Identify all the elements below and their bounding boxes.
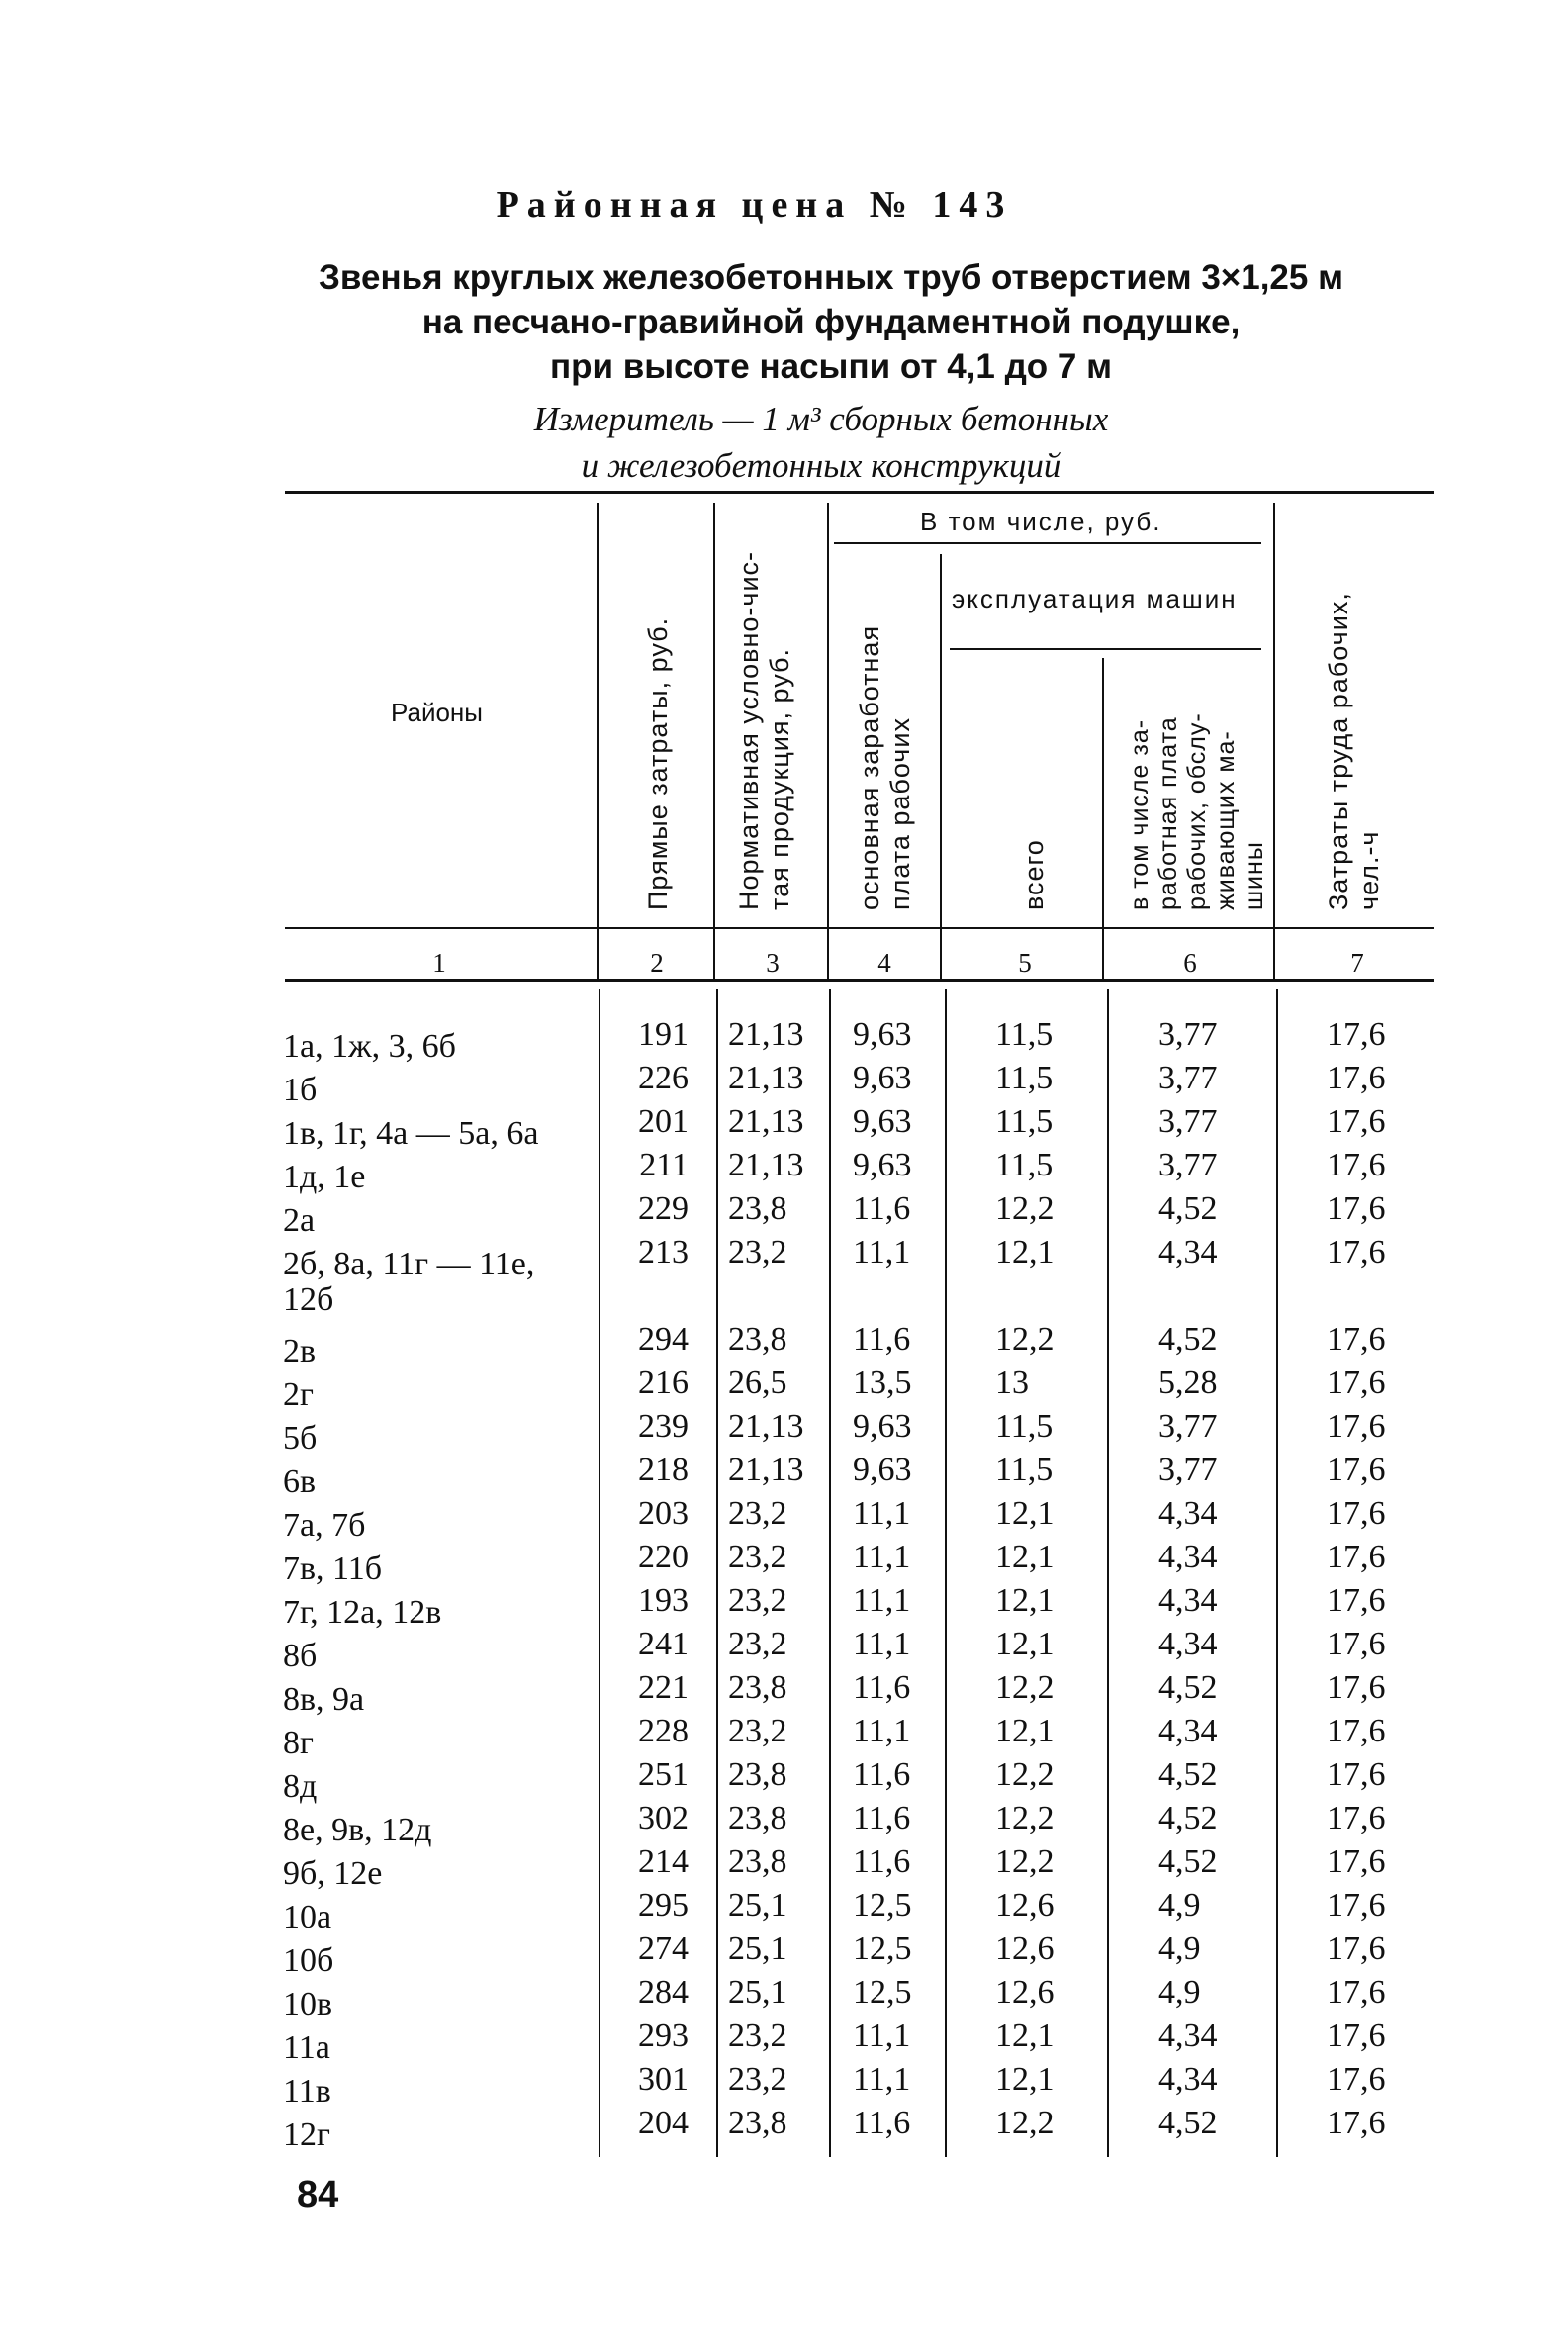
machines-total-cell: 11,5 xyxy=(995,1408,1054,1445)
header-labor: Затраты труда рабочих, чел.-ч xyxy=(1324,592,1384,910)
region-cell: 8г xyxy=(283,1725,314,1761)
machines-total-cell: 12,2 xyxy=(995,1190,1055,1227)
direct-costs-cell: 284 xyxy=(638,1974,689,2011)
normative-cell: 21,13 xyxy=(728,1103,804,1140)
wages-cell: 12,5 xyxy=(853,1974,912,2011)
table-row xyxy=(0,1013,1568,1065)
machine-wages-cell: 5,28 xyxy=(1158,1364,1218,1401)
machines-total-cell: 12,2 xyxy=(995,1843,1055,1880)
wages-cell: 11,6 xyxy=(853,2105,911,2141)
wages-cell: 12,5 xyxy=(853,1930,912,1967)
normative-cell: 23,8 xyxy=(728,2105,787,2141)
normative-cell: 23,2 xyxy=(728,1626,787,1662)
header-regions: Районы xyxy=(391,698,483,727)
machines-total-cell: 11,5 xyxy=(995,1016,1054,1053)
normative-cell: 21,13 xyxy=(728,1408,804,1445)
measure-unit xyxy=(415,396,1227,489)
colnum-1: 1 xyxy=(432,948,446,978)
wages-cell: 9,63 xyxy=(853,1103,912,1140)
labor-cell: 17,6 xyxy=(1327,2018,1386,2054)
machine-wages-cell: 4,52 xyxy=(1158,1669,1218,1706)
labor-cell: 17,6 xyxy=(1327,1582,1386,1619)
machine-wages-cell: 4,34 xyxy=(1158,2018,1218,2054)
direct-costs-cell: 302 xyxy=(638,1800,689,1836)
labor-cell: 17,6 xyxy=(1327,1060,1386,1096)
machines-total-cell: 12,1 xyxy=(995,1234,1055,1270)
labor-cell: 17,6 xyxy=(1327,1190,1386,1227)
region-cell: 1в, 1г, 4а — 5а, 6а xyxy=(283,1115,539,1152)
measure-line-1: Измеритель — 1 м³ сборных бетонных xyxy=(533,400,1109,438)
normative-cell: 25,1 xyxy=(728,1887,787,1924)
machine-wages-cell: 3,77 xyxy=(1158,1103,1218,1140)
machine-wages-cell: 3,77 xyxy=(1158,1060,1218,1096)
region-cell: 12г xyxy=(283,2116,330,2153)
labor-cell: 17,6 xyxy=(1327,1626,1386,1662)
wages-cell: 11,1 xyxy=(853,1495,911,1532)
wages-cell: 11,1 xyxy=(853,1234,911,1270)
direct-costs-cell: 241 xyxy=(638,1626,689,1662)
labor-cell: 17,6 xyxy=(1327,1974,1386,2011)
labor-cell: 17,6 xyxy=(1327,1234,1386,1270)
wages-cell: 11,1 xyxy=(853,1626,911,1662)
colnum-5: 5 xyxy=(1018,948,1032,978)
region-cell: 1а, 1ж, 3, 6б xyxy=(283,1028,456,1065)
table-row xyxy=(0,1405,1568,1457)
normative-cell: 21,13 xyxy=(728,1060,804,1096)
region-cell: 7а, 7б xyxy=(283,1507,366,1544)
subtitle-line-2: на песчано-гравийной фундаментной подушке, xyxy=(421,303,1241,341)
region-cell: 5б xyxy=(283,1420,318,1457)
wages-cell: 9,63 xyxy=(853,1016,912,1053)
labor-cell: 17,6 xyxy=(1327,1756,1386,1793)
wages-cell: 9,63 xyxy=(853,1147,912,1183)
table-row xyxy=(0,1971,1568,2022)
machines-total-cell: 12,6 xyxy=(995,1887,1055,1924)
table-row xyxy=(0,1100,1568,1152)
table-top-rule xyxy=(285,491,1434,494)
region-cell: 10в xyxy=(283,1986,333,2022)
labor-cell: 17,6 xyxy=(1327,1408,1386,1445)
machine-wages-cell: 3,77 xyxy=(1158,1408,1218,1445)
header-wages: основная заработная плата рабочих xyxy=(855,624,915,910)
direct-costs-cell: 274 xyxy=(638,1930,689,1967)
wages-cell: 11,1 xyxy=(853,1582,911,1619)
normative-cell: 23,2 xyxy=(728,1234,787,1270)
region-cell: 1б xyxy=(283,1072,318,1108)
direct-costs-cell: 218 xyxy=(638,1452,689,1488)
colnum-bottom-rule xyxy=(285,979,1434,982)
direct-costs-cell: 213 xyxy=(638,1234,689,1270)
machines-total-cell: 12,1 xyxy=(995,1495,1055,1532)
table-row xyxy=(0,1362,1568,1413)
header-vline-1 xyxy=(597,503,599,980)
machine-wages-cell: 4,34 xyxy=(1158,1713,1218,1749)
machine-wages-cell: 4,52 xyxy=(1158,2105,1218,2141)
direct-costs-cell: 204 xyxy=(638,2105,689,2141)
normative-cell: 23,8 xyxy=(728,1843,787,1880)
machine-wages-cell: 4,34 xyxy=(1158,1495,1218,1532)
direct-costs-cell: 239 xyxy=(638,1408,689,1445)
machine-wages-cell: 3,77 xyxy=(1158,1452,1218,1488)
labor-cell: 17,6 xyxy=(1327,1930,1386,1967)
region-cell: 7г, 12а, 12в xyxy=(283,1594,442,1631)
normative-cell: 25,1 xyxy=(728,1930,787,1967)
machine-wages-cell: 3,77 xyxy=(1158,1016,1218,1053)
region-cell: 11в xyxy=(283,2073,331,2110)
colnum-6: 6 xyxy=(1183,948,1197,978)
direct-costs-cell: 228 xyxy=(638,1713,689,1749)
machines-total-cell: 12,2 xyxy=(995,1669,1055,1706)
machine-wages-cell: 4,52 xyxy=(1158,1800,1218,1836)
wages-cell: 11,6 xyxy=(853,1843,911,1880)
region-cell: 8д xyxy=(283,1768,318,1805)
region-cell: 6в xyxy=(283,1463,317,1500)
header-vline-4 xyxy=(940,554,942,980)
direct-costs-cell: 301 xyxy=(638,2061,689,2098)
page-title: Районная цена № 143 xyxy=(496,184,1013,226)
wages-cell: 11,6 xyxy=(853,1756,911,1793)
machines-total-cell: 12,2 xyxy=(995,2105,1055,2141)
normative-cell: 23,8 xyxy=(728,1669,787,1706)
machine-wages-cell: 4,52 xyxy=(1158,1843,1218,1880)
region-cell: 2а xyxy=(283,1202,316,1239)
header-direct-costs: Прямые затраты, руб. xyxy=(643,616,673,910)
machine-wages-cell: 4,52 xyxy=(1158,1190,1218,1227)
wages-cell: 11,6 xyxy=(853,1669,911,1706)
table-subtitle xyxy=(297,255,1365,389)
machine-wages-cell: 4,52 xyxy=(1158,1321,1218,1358)
direct-costs-cell: 191 xyxy=(638,1016,689,1053)
labor-cell: 17,6 xyxy=(1327,1321,1386,1358)
table-row xyxy=(0,1318,1568,1369)
normative-cell: 23,8 xyxy=(728,1800,787,1836)
machines-total-cell: 12,6 xyxy=(995,1974,1055,2011)
table-row xyxy=(0,1536,1568,1587)
table-row xyxy=(0,1840,1568,1892)
machine-wages-cell: 3,77 xyxy=(1158,1147,1218,1183)
machines-total-cell: 12,1 xyxy=(995,1626,1055,1662)
page-number: 84 xyxy=(297,2174,339,2215)
direct-costs-cell: 295 xyxy=(638,1887,689,1924)
region-cell: 8в, 9а xyxy=(283,1681,365,1718)
table-row xyxy=(0,1492,1568,1544)
labor-cell: 17,6 xyxy=(1327,1713,1386,1749)
direct-costs-cell: 251 xyxy=(638,1756,689,1793)
labor-cell: 17,6 xyxy=(1327,1495,1386,1532)
direct-costs-cell: 294 xyxy=(638,1321,689,1358)
machines-rule xyxy=(950,648,1261,650)
wages-cell: 9,63 xyxy=(853,1452,912,1488)
machines-total-cell: 12,2 xyxy=(995,1756,1055,1793)
wages-cell: 11,6 xyxy=(853,1190,911,1227)
machine-wages-cell: 4,34 xyxy=(1158,1582,1218,1619)
table-row xyxy=(0,1579,1568,1631)
labor-cell: 17,6 xyxy=(1327,1147,1386,1183)
machines-total-cell: 12,1 xyxy=(995,2061,1055,2098)
colnum-7: 7 xyxy=(1350,948,1364,978)
colnum-4: 4 xyxy=(877,948,891,978)
labor-cell: 17,6 xyxy=(1327,1669,1386,1706)
subtitle-line-3: при высоте насыпи от 4,1 до 7 м xyxy=(550,347,1112,386)
table-row xyxy=(0,1449,1568,1500)
normative-cell: 23,8 xyxy=(728,1190,787,1227)
normative-cell: 23,2 xyxy=(728,2061,787,2098)
wages-cell: 11,6 xyxy=(853,1321,911,1358)
normative-cell: 21,13 xyxy=(728,1016,804,1053)
wages-cell: 9,63 xyxy=(853,1060,912,1096)
direct-costs-cell: 216 xyxy=(638,1364,689,1401)
direct-costs-cell: 193 xyxy=(638,1582,689,1619)
normative-cell: 21,13 xyxy=(728,1452,804,1488)
header-vline-3 xyxy=(827,503,829,980)
header-vline-5 xyxy=(1102,658,1104,980)
wages-cell: 13,5 xyxy=(853,1364,912,1401)
machines-total-cell: 12,2 xyxy=(995,1321,1055,1358)
machines-total-cell: 12,6 xyxy=(995,1930,1055,1967)
machine-wages-cell: 4,9 xyxy=(1158,1930,1201,1967)
region-cell: 7в, 11б xyxy=(283,1551,383,1587)
header-machine-wages: в том числе за- работная плата рабочих, обслу- живающих ма- шины xyxy=(1126,712,1268,910)
table-row xyxy=(0,1884,1568,1935)
direct-costs-cell: 211 xyxy=(639,1147,689,1183)
direct-costs-cell: 214 xyxy=(638,1843,689,1880)
table-row xyxy=(0,1753,1568,1805)
machines-total-cell: 12,1 xyxy=(995,1582,1055,1619)
machine-wages-cell: 4,9 xyxy=(1158,1974,1201,2011)
labor-cell: 17,6 xyxy=(1327,1364,1386,1401)
region-cell-continued: 12б xyxy=(283,1281,334,1318)
table-row xyxy=(0,1144,1568,1195)
region-cell: 11а xyxy=(283,2029,330,2066)
normative-cell: 25,1 xyxy=(728,1974,787,2011)
normative-cell: 23,8 xyxy=(728,1756,787,1793)
direct-costs-cell: 293 xyxy=(638,2018,689,2054)
labor-cell: 17,6 xyxy=(1327,1887,1386,1924)
table-row xyxy=(0,1928,1568,1979)
table-row xyxy=(0,2015,1568,2066)
machine-wages-cell: 4,34 xyxy=(1158,2061,1218,2098)
table-row xyxy=(0,1187,1568,1239)
normative-cell: 23,2 xyxy=(728,1713,787,1749)
table-row xyxy=(0,1666,1568,1718)
direct-costs-cell: 220 xyxy=(638,1539,689,1575)
region-cell: 10б xyxy=(283,1942,334,1979)
machines-total-cell: 11,5 xyxy=(995,1147,1054,1183)
labor-cell: 17,6 xyxy=(1327,1539,1386,1575)
region-cell: 2в xyxy=(283,1333,317,1369)
table-row xyxy=(0,2102,1568,2153)
normative-cell: 23,2 xyxy=(728,1539,787,1575)
machines-total-cell: 12,2 xyxy=(995,1800,1055,1836)
region-cell: 8б xyxy=(283,1638,318,1674)
labor-cell: 17,6 xyxy=(1327,1452,1386,1488)
table-row xyxy=(0,1057,1568,1108)
labor-cell: 17,6 xyxy=(1327,1843,1386,1880)
wages-cell: 11,6 xyxy=(853,1800,911,1836)
direct-costs-cell: 201 xyxy=(638,1103,689,1140)
wages-cell: 11,1 xyxy=(853,1713,911,1749)
region-cell: 1д, 1е xyxy=(283,1159,366,1195)
header-normative: Нормативная условно-чис- тая продукция, руб. xyxy=(734,550,794,910)
wages-cell: 11,1 xyxy=(853,2018,911,2054)
table-row xyxy=(0,1797,1568,1848)
header-including: В том числе, руб. xyxy=(920,507,1162,536)
wages-cell: 11,1 xyxy=(853,1539,911,1575)
labor-cell: 17,6 xyxy=(1327,1800,1386,1836)
header-total: всего xyxy=(1019,839,1049,910)
labor-cell: 17,6 xyxy=(1327,2061,1386,2098)
machines-total-cell: 12,1 xyxy=(995,1539,1055,1575)
subtitle-line-1: Звенья круглых железобетонных труб отверстием 3×1,25 м xyxy=(319,258,1343,297)
colnum-2: 2 xyxy=(650,948,664,978)
machines-total-cell: 13 xyxy=(995,1364,1029,1401)
table-row xyxy=(0,1710,1568,1761)
region-cell: 8е, 9в, 12д xyxy=(283,1812,432,1848)
machines-total-cell: 11,5 xyxy=(995,1060,1054,1096)
region-cell: 10а xyxy=(283,1899,332,1935)
direct-costs-cell: 229 xyxy=(638,1190,689,1227)
region-cell: 2б, 8а, 11г — 11е, xyxy=(283,1246,535,1282)
normative-cell: 21,13 xyxy=(728,1147,804,1183)
table-row xyxy=(0,1623,1568,1674)
machine-wages-cell: 4,52 xyxy=(1158,1756,1218,1793)
direct-costs-cell: 221 xyxy=(638,1669,689,1706)
wages-cell: 11,1 xyxy=(853,2061,911,2098)
machine-wages-cell: 4,9 xyxy=(1158,1887,1201,1924)
normative-cell: 23,2 xyxy=(728,1495,787,1532)
table-row xyxy=(0,2058,1568,2110)
labor-cell: 17,6 xyxy=(1327,1016,1386,1053)
labor-cell: 17,6 xyxy=(1327,2105,1386,2141)
machines-total-cell: 11,5 xyxy=(995,1452,1054,1488)
region-cell: 2г xyxy=(283,1376,314,1413)
wages-cell: 12,5 xyxy=(853,1887,912,1924)
wages-cell: 9,63 xyxy=(853,1408,912,1445)
normative-cell: 23,2 xyxy=(728,1582,787,1619)
machine-wages-cell: 4,34 xyxy=(1158,1539,1218,1575)
machines-total-cell: 12,1 xyxy=(995,2018,1055,2054)
measure-line-2: и железобетонных конструкций xyxy=(581,446,1061,485)
header-bottom-rule xyxy=(285,927,1434,929)
region-cell: 9б, 12е xyxy=(283,1855,383,1892)
table-row xyxy=(0,1231,1568,1318)
direct-costs-cell: 203 xyxy=(638,1495,689,1532)
normative-cell: 23,2 xyxy=(728,2018,787,2054)
machines-total-cell: 12,1 xyxy=(995,1713,1055,1749)
header-vline-6 xyxy=(1273,503,1275,980)
direct-costs-cell: 226 xyxy=(638,1060,689,1096)
header-vline-2 xyxy=(713,503,715,980)
labor-cell: 17,6 xyxy=(1327,1103,1386,1140)
machine-wages-cell: 4,34 xyxy=(1158,1234,1218,1270)
normative-cell: 23,8 xyxy=(728,1321,787,1358)
normative-cell: 26,5 xyxy=(728,1364,787,1401)
colnum-3: 3 xyxy=(766,948,780,978)
machine-wages-cell: 4,34 xyxy=(1158,1626,1218,1662)
header-machines: эксплуатация машин xyxy=(952,584,1238,613)
including-rule xyxy=(834,542,1261,544)
machines-total-cell: 11,5 xyxy=(995,1103,1054,1140)
